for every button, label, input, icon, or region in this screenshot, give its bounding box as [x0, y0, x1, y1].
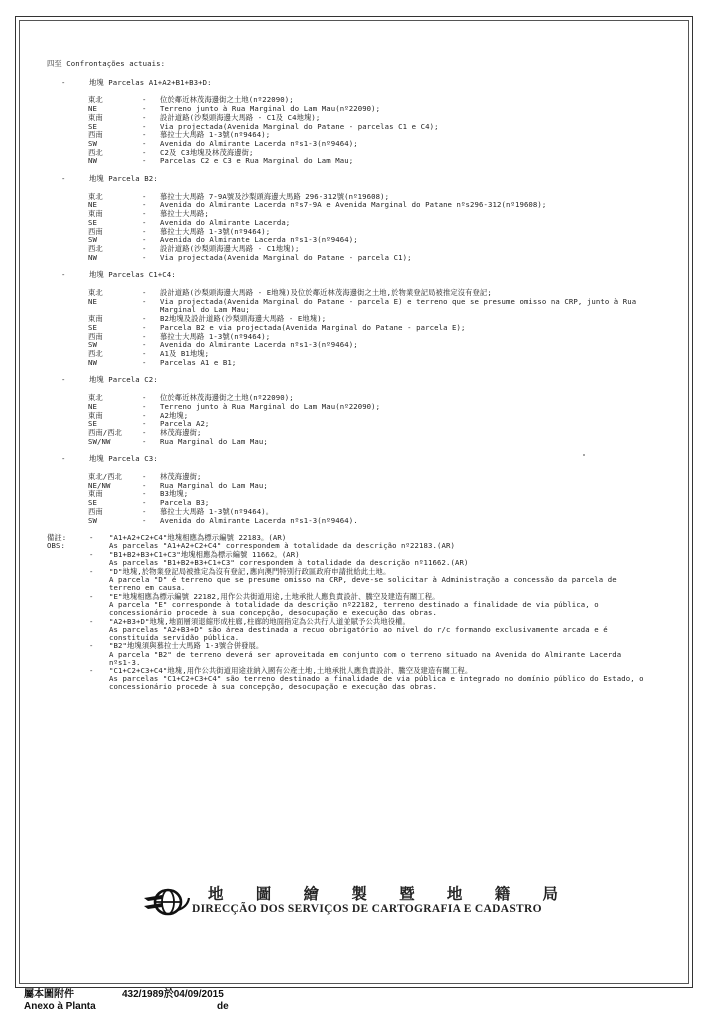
boundary-description: Via projectada(Avenida Marginal do Patane - parcelas C1 e C4);	[160, 121, 439, 131]
boundary-description: Avenida do Almirante Lacerda nºs1-3(nº9464);	[160, 138, 358, 148]
boundary-description: 慕拉士大馬路 1-3號(nº9464)。	[160, 506, 274, 516]
note-dash: -	[89, 566, 94, 576]
boundary-description: 設計道路(沙梨頭海邊大馬路 - C1及 C4地塊);	[160, 112, 321, 122]
parcel-section	[47, 271, 647, 367]
boundary-description: 慕拉士大馬路;	[160, 209, 209, 219]
boundary-description: 設計道路(沙梨頭海邊大馬路 - E地塊)及位於鄰近林茂海邊街之土地,於物業登記局被推定沒有登記;	[160, 288, 492, 298]
section-dash: -	[61, 174, 66, 184]
boundary-direction: NE	[88, 200, 97, 210]
boundary-separator: -	[142, 235, 147, 245]
note-text-cn: "A1+A2+C2+C4"地塊相應為標示編號 22183。(AR)	[109, 533, 287, 543]
agency-name-cn	[208, 882, 558, 904]
boundary-direction: 東北/西北	[88, 472, 123, 482]
boundary-direction: SE	[88, 498, 97, 508]
annex-label-pt: Anexo à Planta	[24, 1001, 96, 1012]
boundary-direction: SE	[88, 419, 97, 429]
boundary-row	[47, 254, 647, 263]
boundary-description: Parcelas A1 e B1;	[160, 357, 237, 367]
boundary-separator: -	[142, 95, 147, 105]
boundary-separator: -	[142, 226, 147, 236]
boundary-description: 設計道路(沙梨頭海邊大馬路 - C1地塊);	[160, 243, 300, 253]
boundary-direction: NW	[88, 357, 97, 367]
boundary-direction: SW/NW	[88, 436, 111, 446]
notes-label-pt: OBS:	[47, 541, 65, 551]
note-item	[89, 551, 647, 567]
boundary-separator: -	[142, 472, 147, 482]
section-title-text: 地塊 Parcelas C1+C4:	[89, 270, 176, 280]
boundary-row	[47, 490, 647, 499]
boundary-separator: -	[142, 331, 147, 341]
boundary-description: A2地塊;	[160, 410, 189, 420]
notes-block	[47, 534, 647, 692]
boundary-direction: NE/NW	[88, 480, 111, 490]
boundary-separator: -	[142, 104, 147, 114]
boundary-row	[47, 429, 647, 438]
section-title-text: 地塊 Parcelas A1+A2+B1+B3+D:	[89, 77, 212, 87]
boundary-direction: 東南	[88, 209, 103, 219]
parcel-section	[47, 455, 647, 525]
boundary-description: A1及 B1地塊;	[160, 348, 210, 358]
boundary-direction: SE	[88, 217, 97, 227]
note-text-cn: "B1+B2+B3+C1+C3"地塊相應為標示編號 11662。(AR)	[109, 550, 300, 560]
parcel-sections	[47, 79, 647, 526]
boundary-direction: 西南	[88, 331, 103, 341]
boundary-row	[47, 517, 647, 526]
boundary-description: Via projectada(Avenida Marginal do Patane - parcela E) e terreno que se presume omisso na CRP, junto à Rua Marginal do Lam Mau;	[160, 296, 637, 315]
note-item	[89, 534, 647, 550]
boundary-row	[47, 210, 647, 219]
boundary-direction: 東南	[88, 410, 103, 420]
agency-name-char: 地	[446, 884, 463, 903]
boundary-separator: -	[142, 112, 147, 122]
section-title-text: 地塊 Parcela B2:	[89, 174, 158, 184]
note-item	[89, 642, 647, 666]
boundary-direction: 西南	[88, 226, 103, 236]
boundary-direction: SW	[88, 340, 97, 350]
boundary-description: Avenida do Almirante Lacerda nºs1-3(nº9464);	[160, 235, 358, 245]
note-text-cn: "E"地塊相應為標示編號 22182,用作公共街道用途,土地承批人應負責設計、騰空及建造有關工程。	[109, 591, 440, 601]
dscc-emblem-icon	[142, 888, 190, 916]
boundary-description: 位於鄰近林茂海邊街之土地(nº22090);	[160, 95, 294, 105]
agency-name-char: 繪	[303, 884, 320, 903]
annex-de: de	[217, 1001, 229, 1012]
boundary-direction: NW	[88, 252, 97, 262]
boundary-direction: SW	[88, 138, 97, 148]
boundary-direction: 東北	[88, 288, 103, 298]
section-title-text: 地塊 Parcela C3:	[89, 454, 158, 464]
section-dash: -	[61, 77, 66, 87]
boundary-direction: NE	[88, 296, 97, 306]
note-dash: -	[89, 641, 94, 651]
boundary-separator: -	[142, 191, 147, 201]
boundary-description: Avenida do Almirante Lacerda nºs7-9A e Avenida Marginal do Patane nºs296-312(nº19608);	[160, 200, 547, 210]
boundary-row	[47, 412, 647, 421]
boundary-separator: -	[142, 427, 147, 437]
boundary-separator: -	[142, 340, 147, 350]
note-text-pt: A parcela "B2" de terreno deverá ser aproveitada em conjunto com o terreno situado na Avenida do Almirante Lacerda nºs1-3.	[109, 649, 622, 667]
note-item	[89, 618, 647, 642]
boundary-description: Parcela B3;	[160, 498, 210, 508]
boundary-description: 林茂海邊街;	[160, 427, 202, 437]
note-text-pt: A parcela "D" é terreno que se presume omisso na CRP, deve-se solicitar à Administração a concessão da parcela de terreno em causa.	[109, 574, 617, 592]
boundary-direction: NE	[88, 104, 97, 114]
annex-footer	[24, 989, 229, 1013]
boundary-separator: -	[142, 393, 147, 403]
boundary-separator: -	[142, 489, 147, 499]
boundary-separator: -	[142, 147, 147, 157]
note-item	[89, 593, 647, 617]
boundary-row	[47, 105, 647, 114]
boundary-row	[47, 499, 647, 508]
boundary-description: Via projectada(Avenida Marginal do Patane - parcela C1);	[160, 252, 412, 262]
boundary-separator: -	[142, 296, 147, 306]
boundary-description: 慕拉士大馬路 1-3號(nº9464);	[160, 226, 271, 236]
boundary-direction: 東北	[88, 191, 103, 201]
boundary-description: Rua Marginal do Lam Mau;	[160, 436, 268, 446]
boundary-direction: NE	[88, 401, 97, 411]
boundary-description: 林茂海邊街;	[160, 472, 202, 482]
note-dash: -	[89, 550, 94, 560]
boundary-description: Avenida do Almirante Lacerda;	[160, 217, 291, 227]
boundary-row	[47, 219, 647, 228]
boundary-separator: -	[142, 348, 147, 358]
note-text-cn: "A2+B3+D"地塊,地面層須退縮形成柱廊,柱廊的地面指定為公共行人道並賦予公共地役權。	[109, 616, 410, 626]
boundary-separator: -	[142, 506, 147, 516]
annex-date: 於04/09/2015	[163, 989, 224, 1000]
section-title-text: 地塊 Parcela C2:	[89, 375, 158, 385]
agency-name-pt: DIRECÇÃO DOS SERVIÇOS DE CARTOGRAFIA E CADASTRO	[192, 903, 542, 915]
annex-label-cn: 屬本圖附件	[24, 989, 74, 1000]
boundary-row	[47, 482, 647, 491]
boundary-description: Rua Marginal do Lam Mau;	[160, 480, 268, 490]
boundary-direction: SE	[88, 322, 97, 332]
section-dash: -	[61, 270, 66, 280]
parcel-section-title	[47, 376, 647, 385]
boundary-separator: -	[142, 314, 147, 324]
boundary-separator: -	[142, 200, 147, 210]
boundary-description: B2地塊及設計道路(沙梨頭海邊大馬路 - E地塊);	[160, 314, 327, 324]
note-item	[89, 667, 647, 691]
boundary-row	[47, 438, 647, 447]
boundary-row	[47, 350, 647, 359]
scan-speck	[583, 454, 585, 456]
boundary-row	[47, 140, 647, 149]
boundary-separator: -	[142, 156, 147, 166]
note-text-pt: As parcelas "C1+C2+C3+C4" são terreno destinado a finalidade de via pública e integrado no domínio público do Estado, o concessionário procede à sua concepção, desocupação e execução das obras.	[109, 674, 644, 692]
boundary-description: 慕拉士大馬路 7-9A號及沙梨頭海邊大馬路 296-312號(nº19608);	[160, 191, 390, 201]
boundary-separator: -	[142, 357, 147, 367]
boundary-row	[47, 201, 647, 210]
note-text-cn: "B2"地塊須與慕拉士大馬路 1-3號合併發展。	[109, 641, 264, 651]
note-dash: -	[89, 616, 94, 626]
note-dash: -	[89, 591, 94, 601]
boundary-direction: 西北	[88, 243, 103, 253]
boundary-row	[47, 473, 647, 482]
note-dash: -	[89, 533, 94, 543]
note-text-pt: As parcelas "A2+B3+D" são área destinada a recuo obrigatório ao nível do r/c formando exclusivamente arcada e é constituída servidão pública.	[109, 624, 608, 642]
notes-label	[47, 534, 89, 692]
parcel-section	[47, 175, 647, 262]
note-item	[89, 568, 647, 592]
boundary-row	[47, 420, 647, 429]
document-body	[47, 60, 647, 692]
boundary-separator: -	[142, 217, 147, 227]
notes-label-cn: 備註:	[47, 533, 67, 543]
boundary-description: 慕拉士大馬路 1-3號(nº9464);	[160, 331, 271, 341]
boundary-description: C2及 C3地塊及林茂海邊街;	[160, 147, 254, 157]
boundary-row	[47, 123, 647, 132]
boundary-direction: 東南	[88, 489, 103, 499]
boundary-direction: 東南	[88, 314, 103, 324]
parcel-section-title	[47, 79, 647, 88]
parcel-section	[47, 376, 647, 446]
boundary-separator: -	[142, 480, 147, 490]
agency-name-char: 圖	[255, 884, 272, 903]
agency-logo	[142, 882, 582, 922]
boundary-separator: -	[142, 138, 147, 148]
note-text-pt: As parcelas "A1+A2+C2+C4" correspondem à totalidade da descrição nº22183.(AR)	[109, 541, 455, 551]
agency-name-char: 地	[208, 884, 224, 903]
boundary-direction: 東北	[88, 95, 103, 105]
agency-name-char: 製	[351, 884, 367, 903]
parcel-section-title	[47, 271, 647, 280]
note-text-pt: A parcela "E" corresponde à totalidade da descrição nº22182, terreno destinado a finalidade de via pública, o concessionário procede à sua concepção, desocupação e execução das obras.	[109, 599, 599, 617]
boundary-separator: -	[142, 121, 147, 131]
boundary-row	[47, 298, 647, 315]
boundary-row	[47, 403, 647, 412]
boundary-separator: -	[142, 498, 147, 508]
boundary-separator: -	[142, 515, 147, 525]
boundary-direction: 西北	[88, 147, 103, 157]
boundary-direction: SW	[88, 515, 97, 525]
boundary-description: B3地塊;	[160, 489, 189, 499]
boundary-separator: -	[142, 419, 147, 429]
boundary-direction: 西南/西北	[88, 427, 123, 437]
boundary-separator: -	[142, 252, 147, 262]
boundary-direction: 西南	[88, 130, 103, 140]
boundary-row	[47, 157, 647, 166]
boundary-direction: 東北	[88, 393, 103, 403]
document-heading: 四至 Confrontações actuais:	[47, 59, 166, 68]
boundary-separator: -	[142, 243, 147, 253]
notes-items	[89, 534, 647, 692]
boundary-row	[47, 359, 647, 368]
boundary-separator: -	[142, 436, 147, 446]
boundary-description: 慕拉士大馬路 1-3號(nº9464);	[160, 130, 271, 140]
boundary-direction: SW	[88, 235, 97, 245]
section-dash: -	[61, 454, 66, 464]
boundary-description: 位於鄰近林茂海邊街之土地(nº22090);	[160, 393, 294, 403]
parcel-section-title	[47, 455, 647, 464]
boundary-separator: -	[142, 288, 147, 298]
boundary-separator: -	[142, 322, 147, 332]
agency-name-char: 暨	[399, 884, 415, 903]
note-text-pt: As parcelas "B1+B2+B3+C1+C3" correspondem à totalidade da descrição nº11662.(AR)	[109, 558, 469, 568]
section-dash: -	[61, 375, 66, 385]
note-text-cn: "D"地塊,於物業登記局被推定為沒有登記,應向澳門特別行政區政府申請批給此土地。	[109, 566, 391, 576]
boundary-row	[47, 341, 647, 350]
boundary-description: Terreno junto à Rua Marginal do Lam Mau(nº22090);	[160, 104, 381, 114]
boundary-description: Parcela B2 e via projectada(Avenida Marginal do Patane - parcela E);	[160, 322, 466, 332]
plan-number: 432/1989	[122, 989, 164, 1000]
boundary-description: Parcelas C2 e C3 e Rua Marginal do Lam Mau;	[160, 156, 354, 166]
boundary-description: Parcela A2;	[160, 419, 210, 429]
agency-name-char: 籍	[494, 884, 511, 903]
boundary-description: Avenida do Almirante Lacerda nºs1-3(nº9464);	[160, 340, 358, 350]
boundary-direction: 西南	[88, 506, 103, 516]
boundary-direction: SE	[88, 121, 97, 131]
parcel-section-title	[47, 175, 647, 184]
boundary-separator: -	[142, 410, 147, 420]
note-dash: -	[89, 666, 94, 676]
boundary-direction: NW	[88, 156, 97, 166]
note-text-cn: "C1+C2+C3+C4"地塊,用作公共街道用途並納入國有公產土地,土地承批人應負責設計、騰空及建造有關工程。	[109, 666, 473, 676]
boundary-separator: -	[142, 130, 147, 140]
parcel-section	[47, 79, 647, 166]
boundary-row	[47, 236, 647, 245]
boundary-direction: 東南	[88, 112, 103, 122]
boundary-description: Avenida do Almirante Lacerda nºs1-3(nº9464).	[160, 515, 358, 525]
boundary-separator: -	[142, 209, 147, 219]
boundary-separator: -	[142, 401, 147, 411]
boundary-description: Terreno junto à Rua Marginal do Lam Mau(nº22090);	[160, 401, 381, 411]
boundary-direction: 西北	[88, 348, 103, 358]
agency-name-char: 局	[542, 884, 558, 903]
boundary-row	[47, 324, 647, 333]
